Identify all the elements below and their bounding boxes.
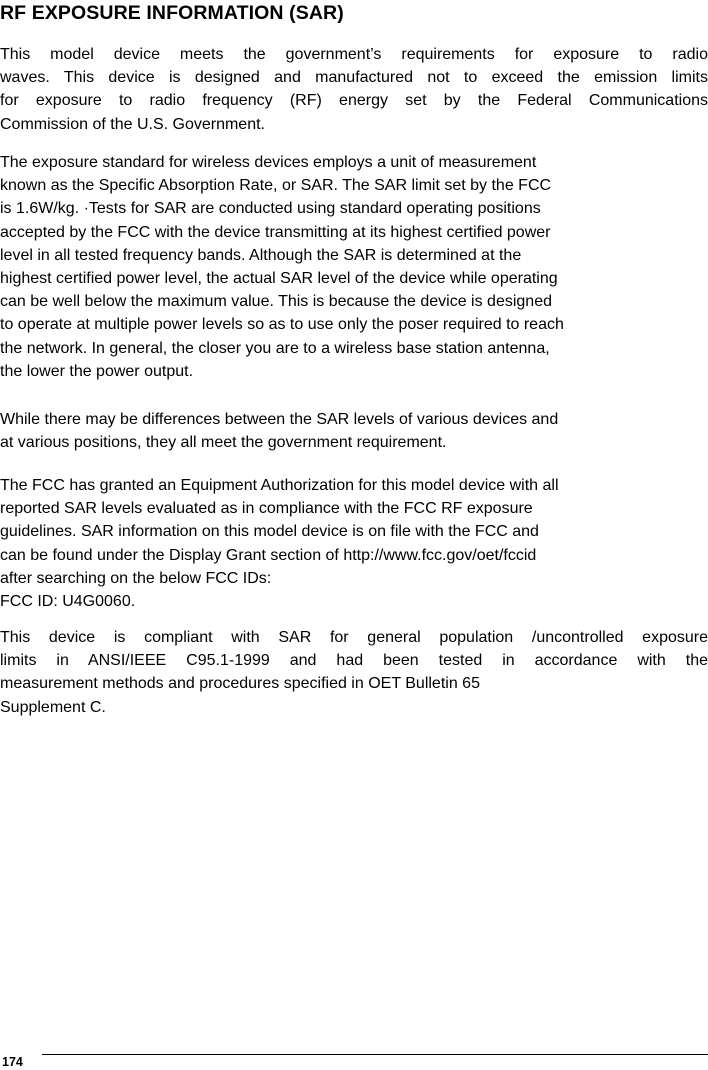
- text-line: after searching on the below FCC IDs:: [0, 569, 272, 587]
- paragraph-ansi-compliance: [0, 626, 708, 719]
- paragraph-sar-differences: [0, 408, 558, 454]
- text-line: to operate at multiple power levels so as to use only the poser required to reach: [0, 316, 564, 334]
- fcc-id-line: FCC ID: U4G0060.: [0, 593, 136, 611]
- text-line: accepted by the FCC with the device transmitting at its highest certified power: [0, 223, 551, 241]
- page-number: 174: [2, 1055, 23, 1069]
- page-title: RF EXPOSURE INFORMATION (SAR): [0, 2, 344, 24]
- text-line: While there may be differences between the SAR levels of various devices and: [0, 411, 559, 428]
- text-line: is 1.6W/kg. ·Tests for SAR are conducted using standard operating positions: [0, 200, 541, 218]
- text-line: The exposure standard for wireless devices employs a unit of measurement: [0, 154, 537, 171]
- text-line: reported SAR levels evaluated as in compliance with the FCC RF exposure: [0, 500, 533, 518]
- text-line: the lower the power output.: [0, 362, 194, 380]
- text-line: known as the Specific Absorption Rate, or SAR. The SAR limit set by the FCC: [0, 177, 552, 195]
- text-line: This model device meets the government’s requirements for exposure to radio: [0, 46, 708, 63]
- footer-divider: [42, 1054, 708, 1055]
- text-line: waves. This device is designed and manufactured not to exceed the emission limits: [0, 69, 708, 87]
- text-line: This device is compliant with SAR for general population /uncontrolled exposure: [0, 629, 708, 646]
- paragraph-compliance-intro: [0, 43, 708, 136]
- text-line: for exposure to radio frequency (RF) energy set by the Federal Communications: [0, 92, 708, 110]
- text-line: measurement methods and procedures specified in OET Bulletin 65: [0, 675, 480, 693]
- text-line: The FCC has granted an Equipment Authorization for this model device with all: [0, 477, 559, 494]
- text-line: limits in ANSI/IEEE C95.1-1999 and had been tested in accordance with the: [0, 652, 708, 670]
- text-line: Commission of the U.S. Government.: [0, 115, 265, 133]
- text-line: highest certified power level, the actual SAR level of the device while operating: [0, 270, 558, 288]
- text-line: guidelines. SAR information on this model device is on file with the FCC and: [0, 523, 539, 541]
- paragraph-sar-standard: [0, 151, 564, 383]
- paragraph-fcc-authorization: [0, 474, 559, 613]
- text-line: Supplement C.: [0, 698, 106, 716]
- text-line: the network. In general, the closer you are to a wireless base station antenna,: [0, 339, 550, 357]
- text-line: level in all tested frequency bands. Although the SAR is determined at the: [0, 246, 522, 264]
- text-line: can be found under the Display Grant section of http://www.fcc.gov/oet/fccid: [0, 546, 537, 564]
- text-line: at various positions, they all meet the government requirement.: [0, 434, 447, 452]
- text-line: can be well below the maximum value. This is because the device is designed: [0, 293, 552, 311]
